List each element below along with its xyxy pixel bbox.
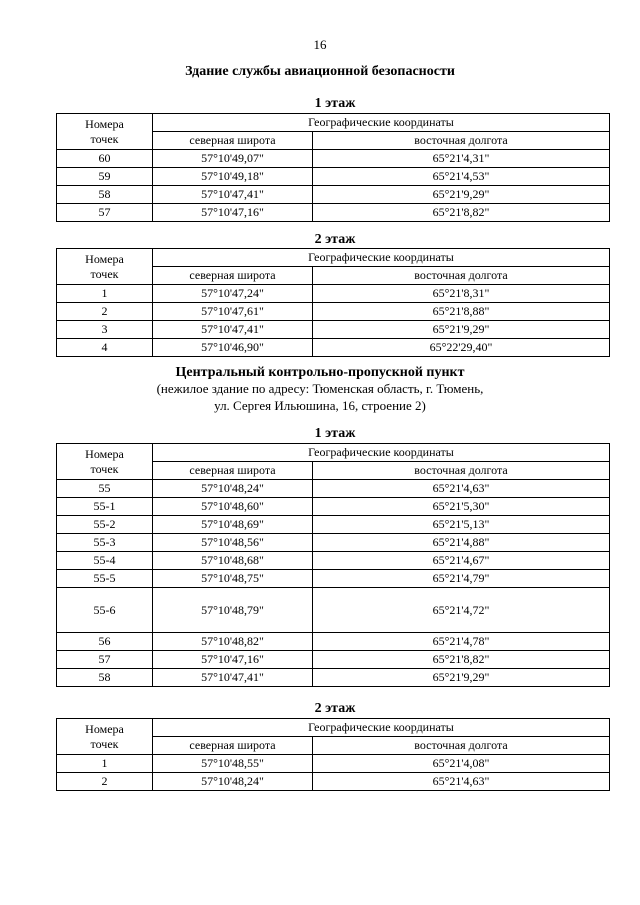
table-row (57, 570, 610, 588)
table-row (57, 321, 610, 339)
address-line-2: ул. Сергея Ильюшина, 16, строение 2) (214, 398, 426, 413)
longitude-value: 65°21'8,88" (313, 303, 610, 321)
coords-table (56, 443, 610, 687)
latitude-value: 57°10'48,69" (153, 516, 313, 534)
longitude-value: 65°21'8,31" (313, 285, 610, 303)
section-title-checkpoint: Центральный контрольно-пропускной пункт (175, 365, 465, 380)
table-row (57, 773, 610, 791)
point-number: 58 (57, 186, 153, 204)
latitude-value: 57°10'47,41" (153, 321, 313, 339)
coords-table (56, 248, 610, 357)
latitude-value: 57°10'49,18" (153, 168, 313, 186)
longitude-value: 65°21'4,53" (313, 168, 610, 186)
latitude-value: 57°10'48,60" (153, 498, 313, 516)
coords-table (56, 718, 610, 791)
point-number: 57 (57, 651, 153, 669)
header-numbers-word: Номера (85, 721, 124, 736)
header-latitude: северная широта (153, 267, 313, 285)
table-row (57, 186, 610, 204)
point-number: 2 (57, 303, 153, 321)
header-longitude: восточная долгота (313, 132, 610, 150)
header-numbers-word: Номера (85, 116, 124, 131)
header-point-numbers (57, 249, 153, 285)
point-number: 1 (57, 755, 153, 773)
longitude-value: 65°21'4,63" (313, 773, 610, 791)
latitude-value: 57°10'47,16" (153, 651, 313, 669)
section-title-aviation-security: Здание службы авиационной безопасности (185, 64, 455, 79)
header-points-word: точек (90, 461, 119, 476)
latitude-value: 57°10'48,79" (153, 588, 313, 633)
header-point-numbers (57, 114, 153, 150)
point-number: 55 (57, 480, 153, 498)
longitude-value: 65°21'4,72" (313, 588, 610, 633)
table-row (57, 669, 610, 687)
header-points-word: точек (90, 131, 119, 146)
header-longitude: восточная долгота (313, 267, 610, 285)
latitude-value: 57°10'47,61" (153, 303, 313, 321)
table-row (57, 150, 610, 168)
header-point-numbers (57, 719, 153, 755)
longitude-value: 65°21'8,82" (313, 651, 610, 669)
header-numbers-word: Номера (85, 446, 124, 461)
point-number: 57 (57, 204, 153, 222)
point-number: 55-3 (57, 534, 153, 552)
longitude-value: 65°21'9,29" (313, 186, 610, 204)
header-points-word: точек (90, 736, 119, 751)
latitude-value: 57°10'49,07" (153, 150, 313, 168)
point-number: 55-1 (57, 498, 153, 516)
latitude-value: 57°10'48,82" (153, 633, 313, 651)
longitude-value: 65°21'9,29" (313, 669, 610, 687)
point-number: 58 (57, 669, 153, 687)
floor-title: 2 этаж (314, 232, 356, 247)
table-row (57, 303, 610, 321)
point-number: 4 (57, 339, 153, 357)
longitude-value: 65°21'4,63" (313, 480, 610, 498)
header-geo-coords: Географические координаты (153, 719, 610, 737)
floor-title: 2 этаж (314, 701, 356, 716)
latitude-value: 57°10'46,90" (153, 339, 313, 357)
longitude-value: 65°21'9,29" (313, 321, 610, 339)
header-geo-coords: Географические координаты (153, 249, 610, 267)
point-number: 59 (57, 168, 153, 186)
table-row (57, 339, 610, 357)
latitude-value: 57°10'48,68" (153, 552, 313, 570)
header-latitude: северная широта (153, 737, 313, 755)
point-number: 55-2 (57, 516, 153, 534)
header-points-word: точек (90, 266, 119, 281)
header-latitude: северная широта (153, 132, 313, 150)
table-row (57, 633, 610, 651)
longitude-value: 65°21'5,30" (313, 498, 610, 516)
header-longitude: восточная долгота (313, 462, 610, 480)
table-row (57, 755, 610, 773)
page-number: 16 (313, 37, 327, 52)
latitude-value: 57°10'48,56" (153, 534, 313, 552)
latitude-value: 57°10'47,16" (153, 204, 313, 222)
floor-title: 1 этаж (314, 426, 356, 441)
latitude-value: 57°10'47,41" (153, 186, 313, 204)
point-number: 55-5 (57, 570, 153, 588)
table-row (57, 552, 610, 570)
table-row (57, 516, 610, 534)
table-row (57, 498, 610, 516)
latitude-value: 57°10'48,24" (153, 480, 313, 498)
table-row (57, 168, 610, 186)
table-row (57, 534, 610, 552)
point-number: 1 (57, 285, 153, 303)
header-longitude: восточная долгота (313, 737, 610, 755)
longitude-value: 65°21'5,13" (313, 516, 610, 534)
longitude-value: 65°21'8,82" (313, 204, 610, 222)
latitude-value: 57°10'48,75" (153, 570, 313, 588)
header-latitude: северная широта (153, 462, 313, 480)
coords-table (56, 113, 610, 222)
latitude-value: 57°10'47,41" (153, 669, 313, 687)
longitude-value: 65°21'4,31" (313, 150, 610, 168)
point-number: 2 (57, 773, 153, 791)
header-geo-coords: Географические координаты (153, 114, 610, 132)
point-number: 55-4 (57, 552, 153, 570)
address-line-1: (нежилое здание по адресу: Тюменская область, г. Тюмень, (156, 381, 484, 396)
point-number: 60 (57, 150, 153, 168)
table-row (57, 480, 610, 498)
header-point-numbers (57, 444, 153, 480)
longitude-value: 65°21'4,08" (313, 755, 610, 773)
header-geo-coords: Географические координаты (153, 444, 610, 462)
longitude-value: 65°22'29,40" (313, 339, 610, 357)
floor-title: 1 этаж (314, 96, 356, 111)
table-row (57, 651, 610, 669)
longitude-value: 65°21'4,78" (313, 633, 610, 651)
longitude-value: 65°21'4,79" (313, 570, 610, 588)
table-row (57, 285, 610, 303)
header-numbers-word: Номера (85, 251, 124, 266)
point-number: 56 (57, 633, 153, 651)
latitude-value: 57°10'48,55" (153, 755, 313, 773)
table-row (57, 588, 610, 633)
point-number: 3 (57, 321, 153, 339)
latitude-value: 57°10'47,24" (153, 285, 313, 303)
point-number: 55-6 (57, 588, 153, 633)
longitude-value: 65°21'4,67" (313, 552, 610, 570)
longitude-value: 65°21'4,88" (313, 534, 610, 552)
table-row (57, 204, 610, 222)
latitude-value: 57°10'48,24" (153, 773, 313, 791)
